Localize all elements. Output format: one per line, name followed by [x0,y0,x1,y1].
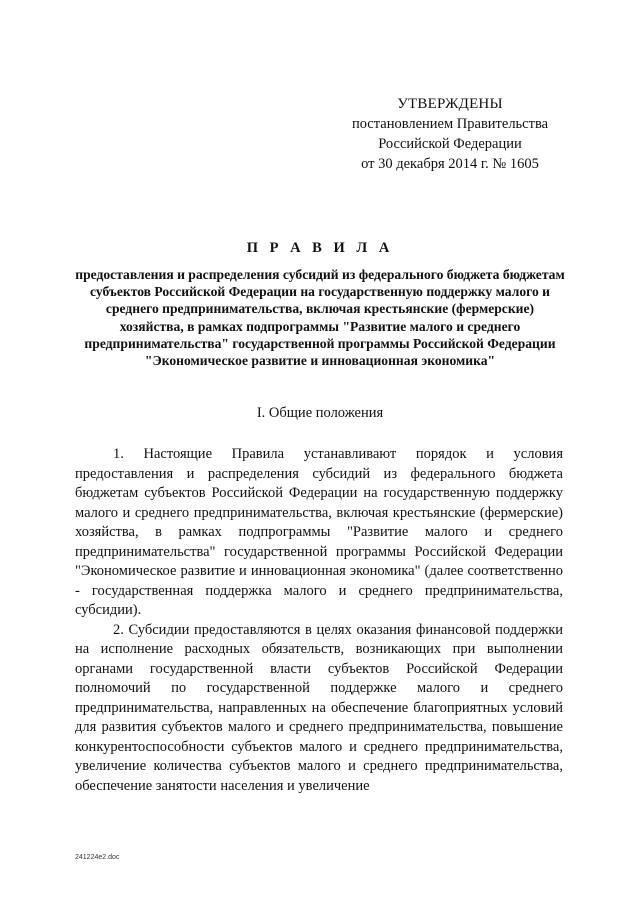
document-title: П Р А В И Л А [246,240,394,256]
paragraph-1: 1. Настоящие Правила устанавливают порядок и условия предоставления и распределения субсидий из федерального бюджета бюджетам субъектов Российской Федерации на государственную поддержку малого и среднего предпринимательства, включая крестьянские (фермерские) хозяйства, в рамках подпрограммы "Развитие малого и среднего предпринимательства" государственной программы Российской Федерации "Экономическое развитие и инновационная экономика" (далее соответственно - государственная поддержка малого и среднего предпринимательства, субсидии). [75,446,563,618]
approval-stamp [340,94,560,174]
document-subtitle: предоставления и распределения субсидий из федерального бюджета бюджетам субъектов Российской Федерации на государственную поддержку малого и среднего предпринимательства, включая крестьянские (фермерские) хозяйства, в рамках подпрограммы "Развитие малого и среднего предпринимательства" государственной программы Российской Федерации "Экономическое развитие и инновационная экономика" [75,267,565,369]
section-heading: I. Общие положения [256,405,384,421]
approval-line-2: Российской Федерации [378,136,522,152]
paragraph-2: 2. Субсидии предоставляются в целях оказания финансовой поддержки на исполнение расходных обязательств, возникающих при выполнении органами государственной власти субъектов Российской Федерации полномочий по государственной поддержке малого и среднего предпринимательства, направленных на обеспечение благоприятных условий для развития субъектов малого и среднего предпринимательства, повышение конкурентоспособности субъектов малого и среднего предпринимательства, увеличение количества субъектов малого и среднего предпринимательства, обеспечение занятости населения и увеличение [75,621,563,794]
approval-line-3: от 30 декабря 2014 г. № 1605 [361,156,539,172]
approval-heading: УТВЕРЖДЕНЫ [397,96,503,112]
file-name-footer: 241224e2.doc [75,854,120,861]
document-body [75,445,563,796]
approval-line-1: постановлением Правительства [351,116,549,132]
